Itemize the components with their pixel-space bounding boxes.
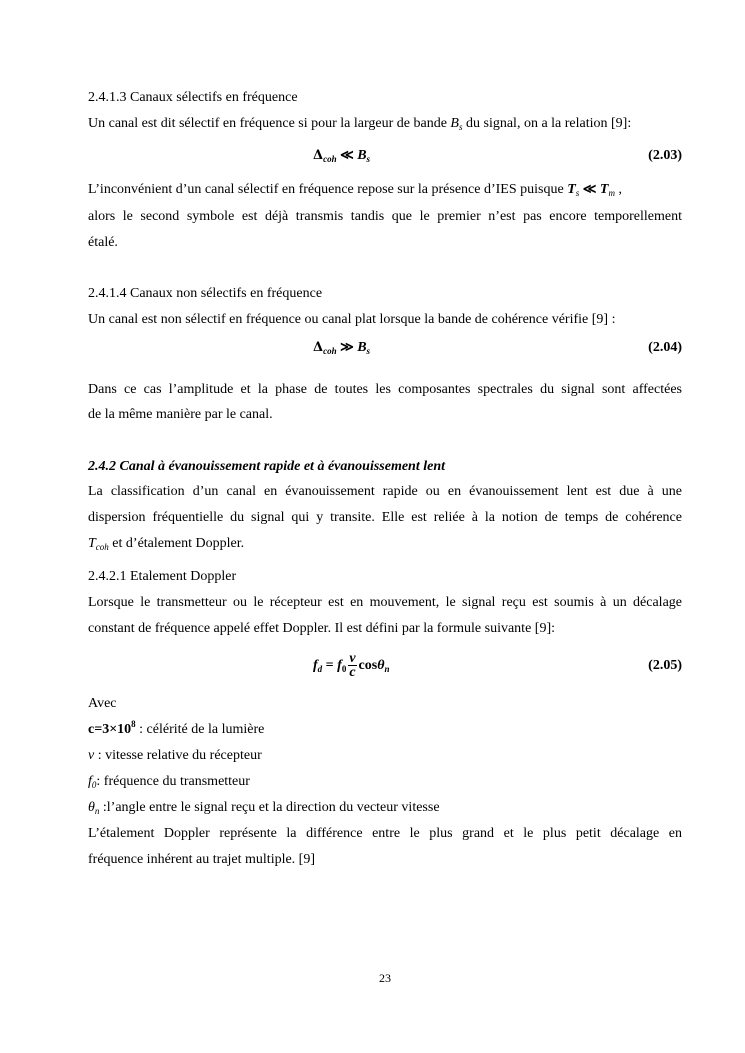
- definition-theta: $\theta_n$ :l’angle entre le signal reçu et la direction du vecteur vitesse: [88, 800, 440, 816]
- definition-v: v : vitesse relative du récepteur: [88, 748, 262, 763]
- paragraph-line: La classification d’un canal en évanouissement rapide ou en évanouissement lent est due à une: [88, 484, 682, 499]
- paragraph-line: Un canal est non sélectif en fréquence ou canal plat lorsque la bande de cohérence vérifie [9] :: [88, 312, 616, 327]
- paragraph-line: $T_{coh}$ et d’étalement Doppler.: [88, 536, 245, 552]
- section-heading-2-4-1-3: 2.4.1.3 Canaux sélectifs en fréquence: [88, 90, 298, 105]
- paragraph-line: Lorsque le transmetteur ou le récepteur est en mouvement, le signal reçu est soumis à un décalage: [88, 595, 682, 610]
- section-heading-2-4-1-4: 2.4.1.4 Canaux non sélectifs en fréquence: [88, 286, 323, 301]
- equation-2-03: $\Delta_{coh}$ ≪ $B_s$: [313, 148, 371, 164]
- paragraph-line: Avec: [88, 696, 117, 711]
- equation-number: (2.05): [648, 658, 682, 673]
- paragraph-line: dispersion fréquentielle du signal qui y transite. Elle est reliée à la notion de temps de cohérence: [88, 510, 682, 525]
- paragraph-line: L’étalement Doppler représente la différence entre le plus grand et le plus petit décalage en: [88, 826, 682, 841]
- page-number: 23: [379, 971, 391, 985]
- section-heading-2-4-2: 2.4.2 Canal à évanouissement rapide et à évanouissement lent: [88, 459, 446, 474]
- equation-number: (2.03): [648, 148, 682, 163]
- paragraph-line: Dans ce cas l’amplitude et la phase de toutes les composantes spectrales du signal sont affectées: [88, 382, 682, 397]
- definition-c: $c=3\times 10^8$ : célérité de la lumière: [88, 719, 265, 737]
- paragraph-line: constant de fréquence appelé effet Doppler. Il est défini par la formule suivante [9]:: [88, 621, 555, 636]
- definition-f0: $f_0$: fréquence du transmetteur: [88, 774, 250, 790]
- section-heading-2-4-2-1: 2.4.2.1 Etalement Doppler: [88, 569, 237, 584]
- paragraph-line: étalé.: [88, 235, 118, 250]
- paragraph-line: fréquence inhérent au trajet multiple. [9]: [88, 852, 316, 867]
- paragraph-line: de la même manière par le canal.: [88, 407, 273, 422]
- paragraph-line: L’inconvénient d’un canal sélectif en fréquence repose sur la présence d’IES puisque $T_s$ ≪ $T_m$ ,: [88, 182, 622, 198]
- paragraph-line: Un canal est dit sélectif en fréquence si pour la largeur de bande $B_s$ du signal, on a la relation [9]:: [88, 116, 632, 132]
- equation-2-05: $f_d = f_0$ $\frac{v}{c}$ cosθ$_n$: [313, 651, 390, 681]
- paragraph-line: alors le second symbole est déjà transmis tandis que le premier n’est pas encore temporellement: [88, 209, 682, 224]
- equation-number: (2.04): [648, 340, 682, 355]
- fraction-v-over-c: $\frac{v}{c}$: [349, 651, 356, 681]
- equation-2-04: $\Delta_{coh}$ ≫ $B_s$: [313, 340, 371, 356]
